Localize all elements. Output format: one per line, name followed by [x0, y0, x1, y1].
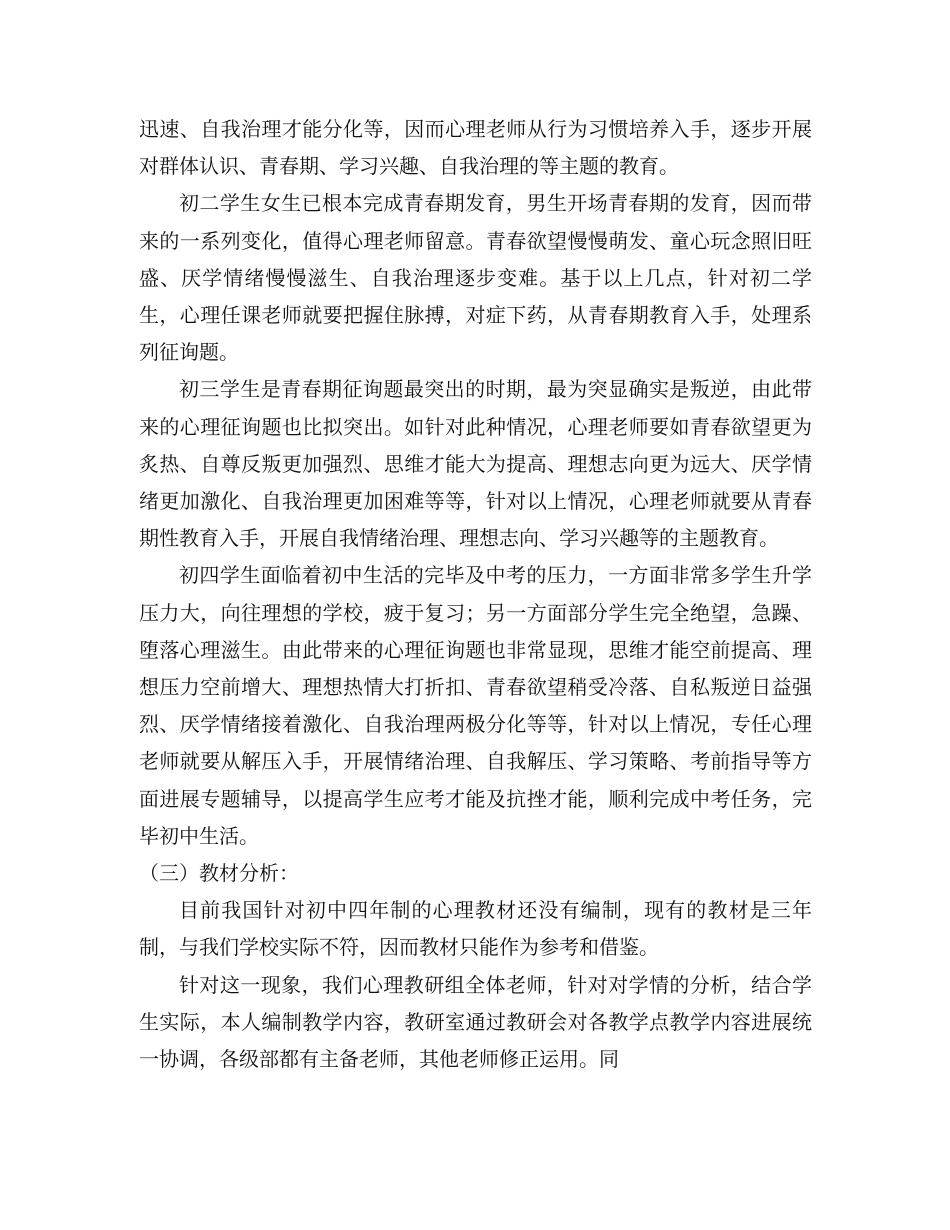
- paragraph-teaching-group: 针对这一现象，我们心理教研组全体老师，针对对学情的分析，结合学生实际，本人编制教学内容，教研室通过教研会对各教学点教学内容进展统一协调，各级部都有主备老师，其他老师修正运用。同: [139, 972, 812, 1072]
- paragraph-grade-four: 初四学生面临着初中生活的完毕及中考的压力，一方面非常多学生升学压力大，向往理想的学校，疲于复习；另一方面部分学生完全绝望，急躁、堕落心理滋生。由此带来的心理征询题也非常显现，思维才能空前提高、理想压力空前增大、理想热情大打折扣、青春欲望稍受冷落、自私叛逆日益强烈、厌学情绪接着激化、自我治理两极分化等等，针对以上情况，专任心理老师就要从解压入手，开展情绪治理、自我解压、学习策略、考前指导等方面进展专题辅导，以提高学生应考才能及抗挫才能，顺利完成中考任务，完毕初中生活。: [139, 563, 812, 848]
- document-page: [139, 111, 812, 1078]
- paragraph-textbook-status: 目前我国针对初中四年制的心理教材还没有编制，现有的教材是三年制，与我们学校实际不符，因而教材只能作为参考和借鉴。: [139, 898, 812, 960]
- paragraph-grade-three: 初三学生是青春期征询题最突出的时期，最为突显确实是叛逆，由此带来的心理征询题也比拟突出。如针对此种情况，心理老师要如青春欲望更为炙热、自尊反叛更加强烈、思维才能大为提高、理想志向更为远大、厌学情绪更加激化、自我治理更加困难等等，针对以上情况，心理老师就要从青春期性教育入手，开展自我情绪治理、理想志向、学习兴趣等的主题教育。: [139, 377, 812, 551]
- section-heading-textbook-analysis: （三）教材分析：: [139, 861, 299, 886]
- paragraph-continuation: 迅速、自我治理才能分化等，因而心理老师从行为习惯培养入手，逐步开展对群体认识、青春期、学习兴趣、自我治理的等主题的教育。: [139, 117, 812, 179]
- paragraph-grade-two: 初二学生女生已根本完成青春期发育，男生开场青春期的发育，因而带来的一系列变化，值得心理老师留意。青春欲望慢慢萌发、童心玩念照旧旺盛、厌学情绪慢慢滋生、自我治理逐步变难。基于以上几点，针对初二学生，心理任课老师就要把握住脉搏，对症下药，从青春期教育入手，处理系列征询题。: [139, 191, 812, 365]
